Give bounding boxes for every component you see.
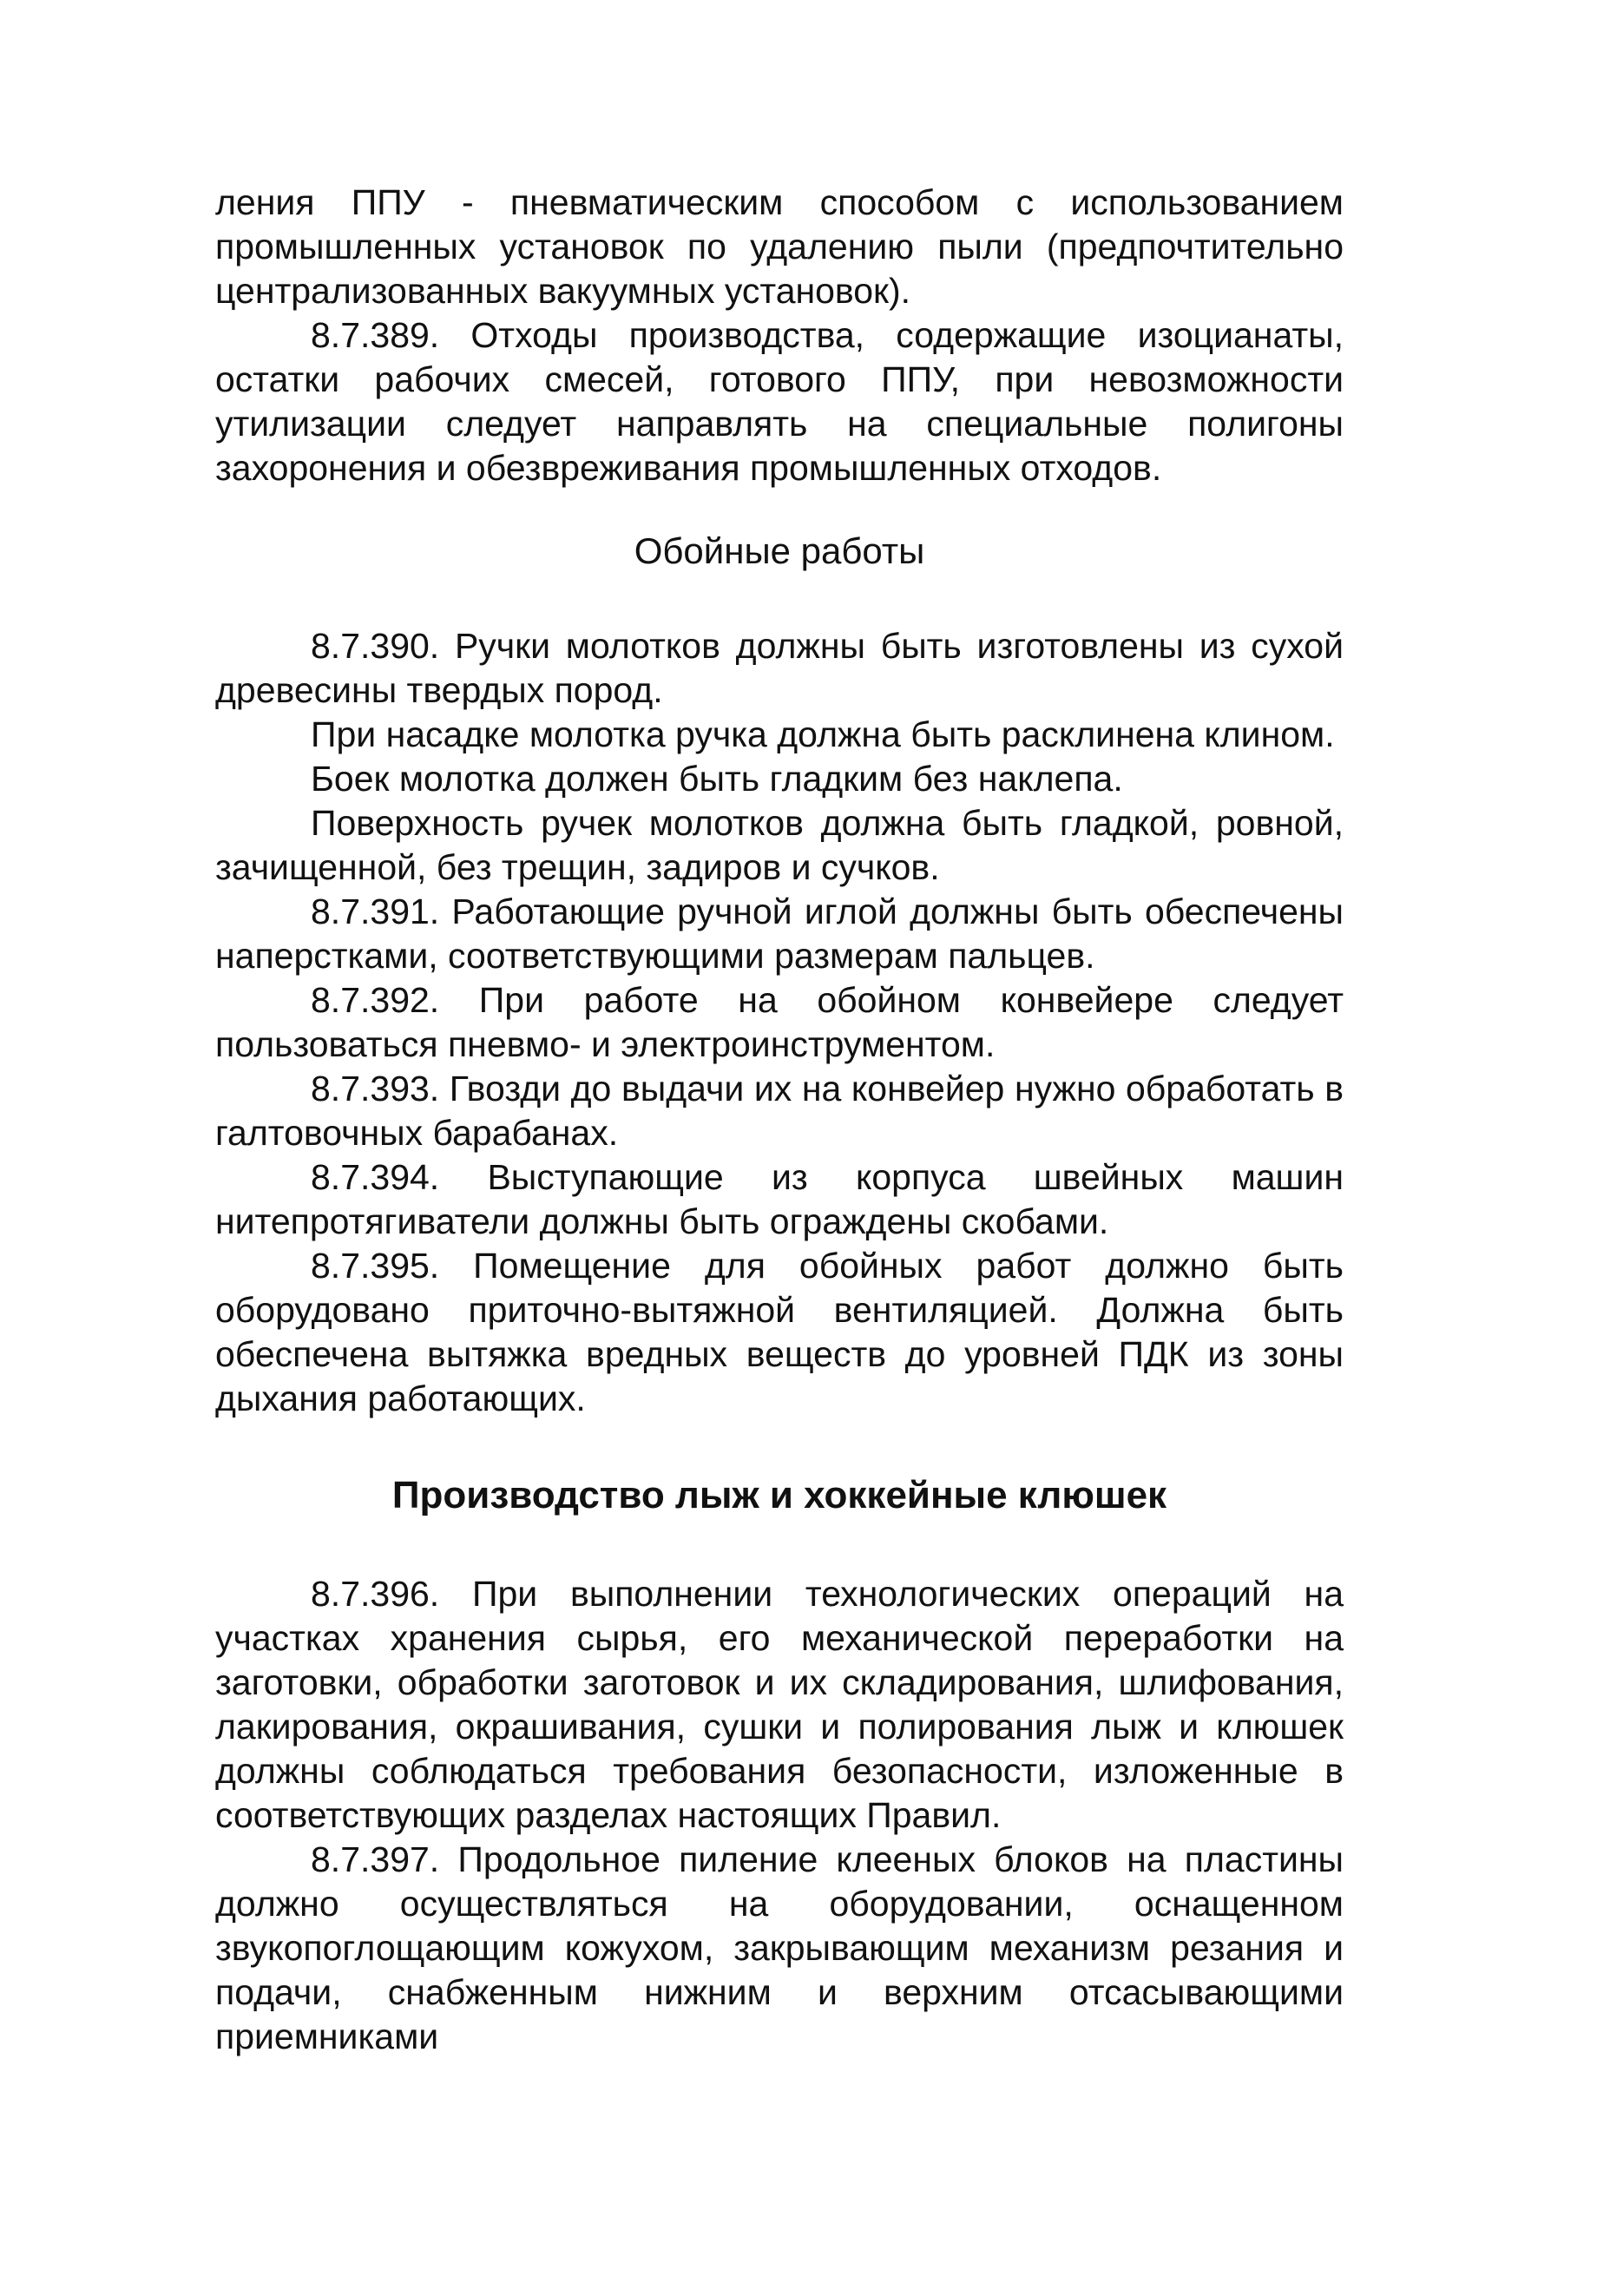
paragraph-continuation: ления ППУ - пневматическим способом с использованием промышленных установок по удалению пыли (предпочтительно централизованных вакуумных установок). <box>215 182 1344 311</box>
paragraph-8-7-397: 8.7.397. Продольное пиление клееных блоков на пластины должно осуществляться на оборудовании, оснащенном звукопоглощающим кожухом, закрывающим механизм резания и подачи, снабженным нижним и верхним отсасывающими приемниками <box>215 1839 1344 2056</box>
paragraph-8-7-391: 8.7.391. Работающие ручной иглой должны быть обеспечены наперстками, соответствующими размерам пальцев. <box>215 891 1344 976</box>
section-heading-skis: Производство лыж и хоккейные клюшек <box>391 1474 1167 1516</box>
document-body <box>215 181 1344 2059</box>
paragraph-8-7-393: 8.7.393. Гвозди до выдачи их на конвейер нужно обработать в галтовочных барабанах. <box>215 1069 1344 1153</box>
section-heading-wallpaper: Обойные работы <box>634 530 925 571</box>
paragraph-8-7-396: 8.7.396. При выполнении технологических операций на участках хранения сырья, его механической переработки на заготовки, обработки заготовок и их складирования, шлифования, лакирования, окрашивания, сушки и полирования лыж и клюшек должны соблюдаться требования безопасности, изложенные в соответствующих разделах настоящих Правил. <box>215 1574 1344 1835</box>
paragraph-8-7-392: 8.7.392. При работе на обойном конвейере следует пользоваться пневмо- и электроинструментом. <box>215 980 1344 1064</box>
paragraph-hammer-wedge: При насадке молотка ручка должна быть расклинена клином. <box>311 714 1335 754</box>
paragraph-8-7-395: 8.7.395. Помещение для обойных работ должно быть оборудовано приточно-вытяжной вентиляцией. Должна быть обеспечена вытяжка вредных веществ до уровней ПДК из зоны дыхания работающих. <box>215 1246 1344 1418</box>
paragraph-handle-surface: Поверхность ручек молотков должна быть гладкой, ровной, зачищенной, без трещин, задиров и сучков. <box>215 803 1344 887</box>
paragraph-hammer-face: Боек молотка должен быть гладким без наклепа. <box>311 759 1123 799</box>
paragraph-8-7-394: 8.7.394. Выступающие из корпуса швейных машин нитепротягиватели должны быть ограждены скобами. <box>215 1157 1344 1241</box>
paragraph-8-7-390: 8.7.390. Ручки молотков должны быть изготовлены из сухой древесины твердых пород. <box>215 626 1344 710</box>
paragraph-8-7-389: 8.7.389. Отходы производства, содержащие изоцианаты, остатки рабочих смесей, готового ППУ, при невозможности утилизации следует направлять на специальные полигоны захоронения и обезвреживания промышленных отходов. <box>215 315 1344 488</box>
